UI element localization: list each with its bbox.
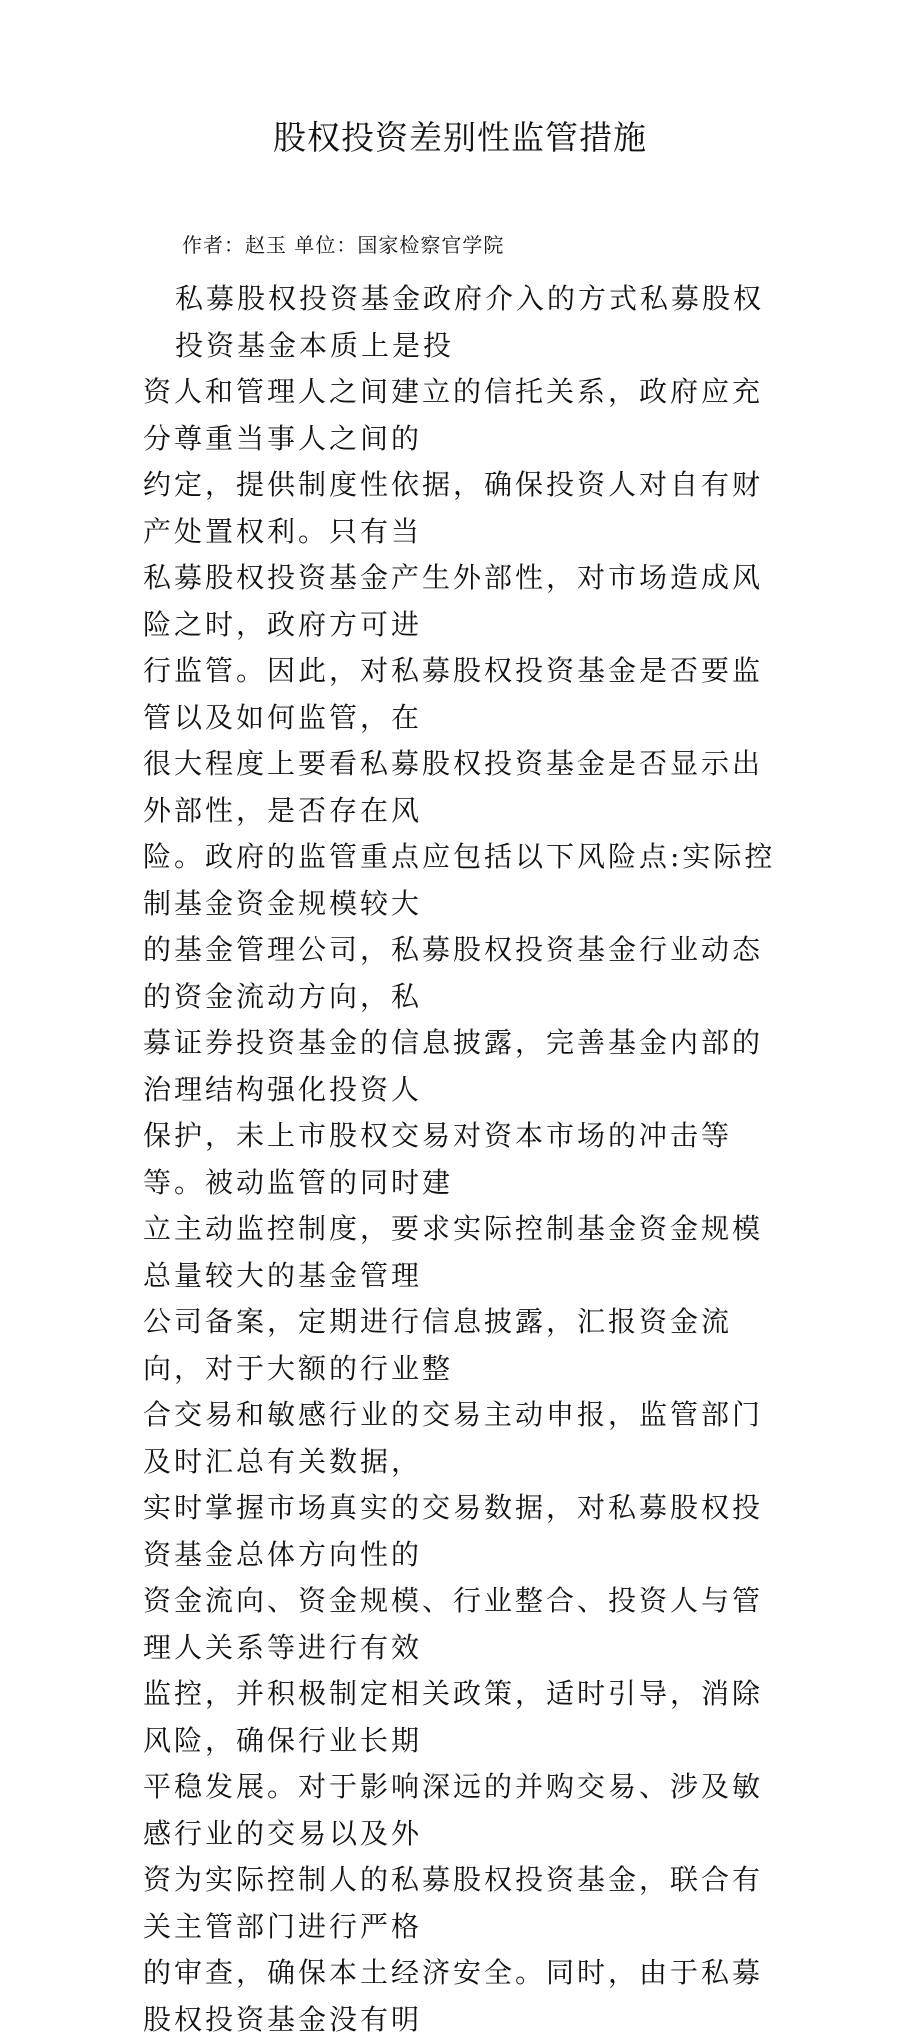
text-line: 的基金管理公司，私募股权投资基金行业动态的资金流动方向，私 [143, 933, 764, 1013]
text-line: 行监管。因此，对私募股权投资基金是否要监管以及如何监管，在 [143, 654, 764, 734]
text-line: 资为实际控制人的私募股权投资基金，联合有关主管部门进行严格 [143, 1863, 764, 1943]
text-line: 资人和管理人之间建立的信托关系，政府应充分尊重当事人之间的 [143, 375, 764, 455]
text-line: 私募股权投资基金产生外部性，对市场造成风险之时，政府方可进 [143, 561, 764, 641]
text-line: 平稳发展。对于影响深远的并购交易、涉及敏感行业的交易以及外 [143, 1770, 764, 1850]
text-line: 立主动监控制度，要求实际控制基金资金规模总量较大的基金管理 [143, 1212, 764, 1292]
text-line: 监控，并积极制定相关政策，适时引导，消除风险，确保行业长期 [143, 1677, 764, 1757]
body-paragraph [143, 276, 788, 2043]
author-line: 作者：赵玉 单位：国家检察官学院 [182, 233, 505, 257]
text-line: 公司备案，定期进行信息披露，汇报资金流向，对于大额的行业整 [143, 1305, 733, 1385]
text-line: 保护，未上市股权交易对资本市场的冲击等等。被动监管的同时建 [143, 1119, 733, 1199]
text-line: 险。政府的监管重点应包括以下风险点:实际控制基金资金规模较大 [143, 840, 776, 920]
text-line: 合交易和敏感行业的交易主动申报，监管部门及时汇总有关数据， [143, 1398, 764, 1478]
text-line: 募证券投资基金的信息披露，完善基金内部的治理结构强化投资人 [143, 1026, 764, 1106]
text-line: 约定，提供制度性依据，确保投资人对自有财产处置权利。只有当 [143, 468, 764, 548]
text-line: 实时掌握市场真实的交易数据，对私募股权投资基金总体方向性的 [143, 1491, 764, 1571]
document-title: 股权投资差别性监管措施 [273, 118, 647, 157]
text-line: 私募股权投资基金政府介入的方式私募股权投资基金本质上是投 [175, 282, 765, 362]
text-line: 的审查，确保本土经济安全。同时，由于私募股权投资基金没有明 [143, 1956, 764, 2036]
text-line: 资金流向、资金规模、行业整合、投资人与管理人关系等进行有效 [143, 1584, 764, 1664]
text-line: 很大程度上要看私募股权投资基金是否显示出外部性，是否存在风 [143, 747, 764, 827]
